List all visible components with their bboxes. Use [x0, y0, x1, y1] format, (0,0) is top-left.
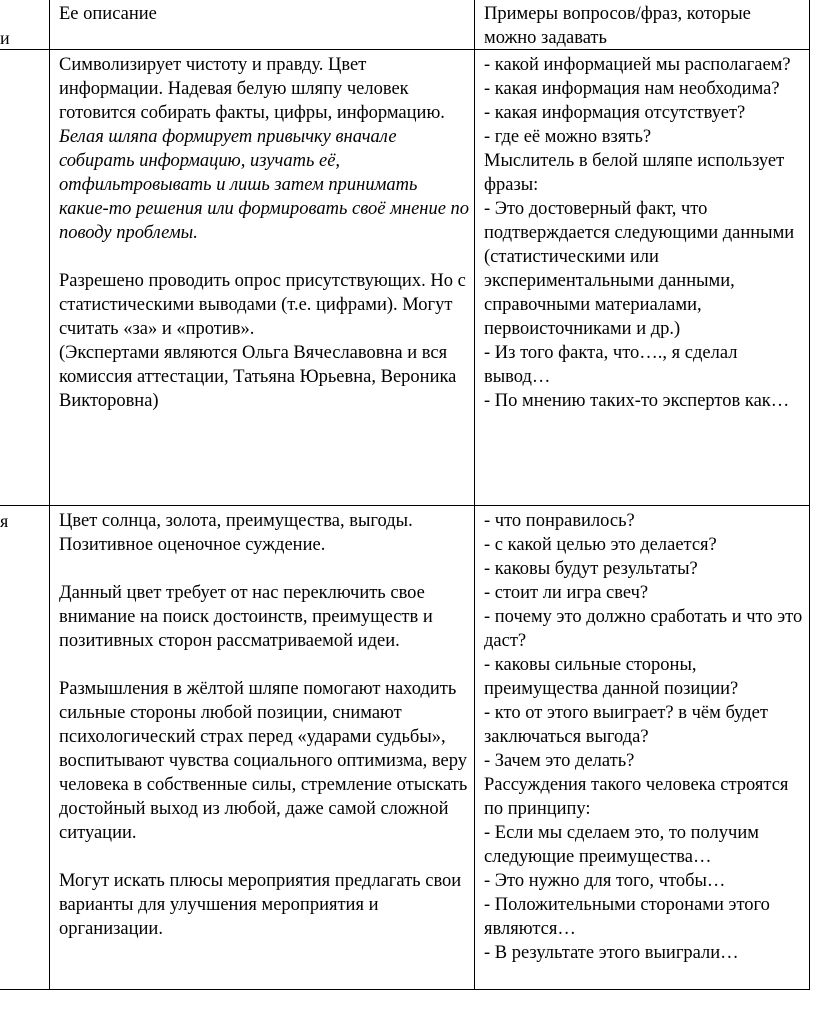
row1-desc-p4: (Экспертами являются Ольга Вячеславовна и вся комиссия аттестации, Татьяна Юрьевна, Вероника Викторовна) [59, 343, 457, 411]
row2-desc-p2: Данный цвет требует от нас переключить свое внимание на поиск достоинств, преимуществ и позитивных сторон рассматриваемой идеи. [59, 583, 433, 651]
paragraph-gap [59, 845, 471, 869]
row2-examples [484, 509, 806, 965]
row1-description [59, 53, 471, 413]
header-description-text: Ее описание [59, 4, 157, 24]
row1-desc-p2: Белая шляпа формирует привычку вначале собирать информацию, изучать её, отфильтровывать и лишь затем принимать какие-то решения или формировать своё мнение по поводу проблемы. [59, 127, 470, 243]
row2-desc-p1: Цвет солнца, золота, преимущества, выгоды. Позитивное оценочное суждение. [59, 511, 413, 555]
row2-examples-text: - что понравилось? - с какой целью это делается? - каковы будут результаты? - стоит ли игра свеч? - почему это должно сработать и что это даст? - каковы сильные стороны, преимущества данной позиции? - кто от этого выиграет? в чём будет заключаться выгода? - Зачем это делать? Рассуждения такого человека строятся по принципу: - Если мы сделаем это, то получим следующие преимущества… - Это нужно для того, чтобы… - Положительными сторонами этого являются… - В результате этого выиграли… [484, 511, 803, 963]
row2-col1-fragment: я [0, 511, 9, 531]
paragraph-gap [59, 245, 471, 269]
row1-examples [484, 53, 806, 413]
paragraph-gap [59, 653, 471, 677]
table-line-table-right [809, 0, 810, 990]
paragraph-gap [59, 557, 471, 581]
header-examples-text: Примеры вопросов/фраз, которые можно задавать [484, 4, 751, 48]
header-col1-fragment: и [0, 28, 10, 48]
row2-desc-p3: Размышления в жёлтой шляпе помогают находить сильные стороны любой позиции, снимают психологический страх перед «ударами судьбы», воспитывают чувства социального оптимизма, веру человека в собственные силы, стремление отыскать достойный выход из любой, даже самой сложной ситуации. [59, 679, 468, 843]
table-line-row1-bottom [0, 505, 810, 506]
row2-desc-p4: Могут искать плюсы мероприятия предлагать свои варианты для улучшения мероприятия и организации. [59, 871, 462, 939]
row2-description [59, 509, 471, 941]
header-description [59, 2, 469, 26]
row1-desc-p1: Символизирует чистоту и правду. Цвет информации. Надевая белую шляпу человек готовится собирать факты, цифры, информацию. [59, 55, 445, 123]
row1-examples-text: - какой информацией мы располагаем? - какая информация нам необходима? - какая информация отсутствует? - где её можно взять? Мыслитель в белой шляпе использует фразы: - Это достоверный факт, что подтверждается следующими данными (статистическими или экспериментальными данными, справочными материалами, первоисточниками и др.) - Из того факта, что…., я сделал вывод… - По мнению таких-то экспертов как… [484, 55, 795, 411]
table-line-col2-right [474, 0, 475, 990]
row1-desc-p3: Разрешено проводить опрос присутствующих. Но с статистическими выводами (т.е. цифрами). Могут считать «за» и «против». [59, 271, 466, 339]
table-line-col1-right [49, 0, 50, 990]
header-examples [484, 2, 806, 50]
table-line-table-bottom [0, 989, 810, 990]
